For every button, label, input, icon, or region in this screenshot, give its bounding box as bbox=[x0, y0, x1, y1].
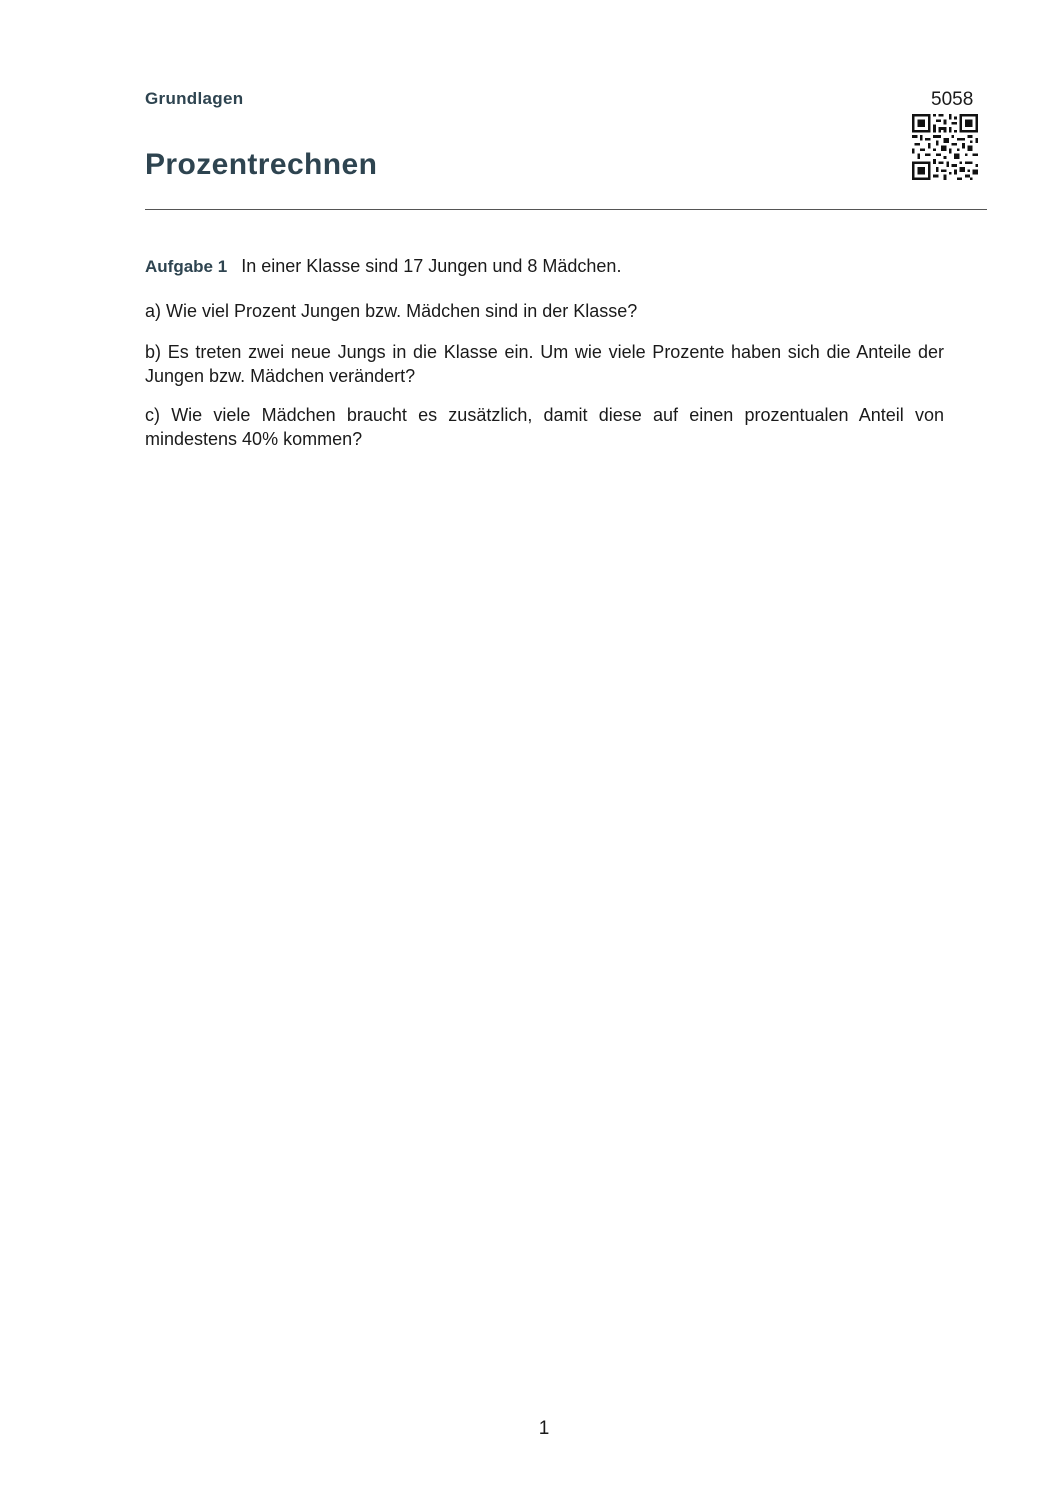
header-divider bbox=[145, 209, 987, 210]
question-b: b) Es treten zwei neue Jungs in die Klasse ein. Um wie viele Prozente haben sich die Anteile der Jungen bzw. Mädchen verändert? bbox=[145, 342, 944, 386]
task-label: Aufgabe 1 bbox=[145, 257, 228, 276]
question-c: c) Wie viele Mädchen braucht es zusätzlich, damit diese auf einen prozentualen Anteil von mindestens 40% kommen? bbox=[145, 405, 944, 449]
category-label: Grundlagen bbox=[145, 89, 244, 108]
qr-code-icon[interactable] bbox=[912, 114, 978, 180]
page-number: 1 bbox=[538, 1418, 550, 1439]
question-a: a) Wie viel Prozent Jungen bzw. Mädchen sind in der Klasse? bbox=[145, 301, 638, 321]
task-intro: In einer Klasse sind 17 Jungen und 8 Mädchen. bbox=[241, 256, 622, 276]
document-number: 5058 bbox=[931, 89, 974, 110]
page-title: Prozentrechnen bbox=[145, 148, 378, 181]
task-header bbox=[145, 254, 945, 279]
